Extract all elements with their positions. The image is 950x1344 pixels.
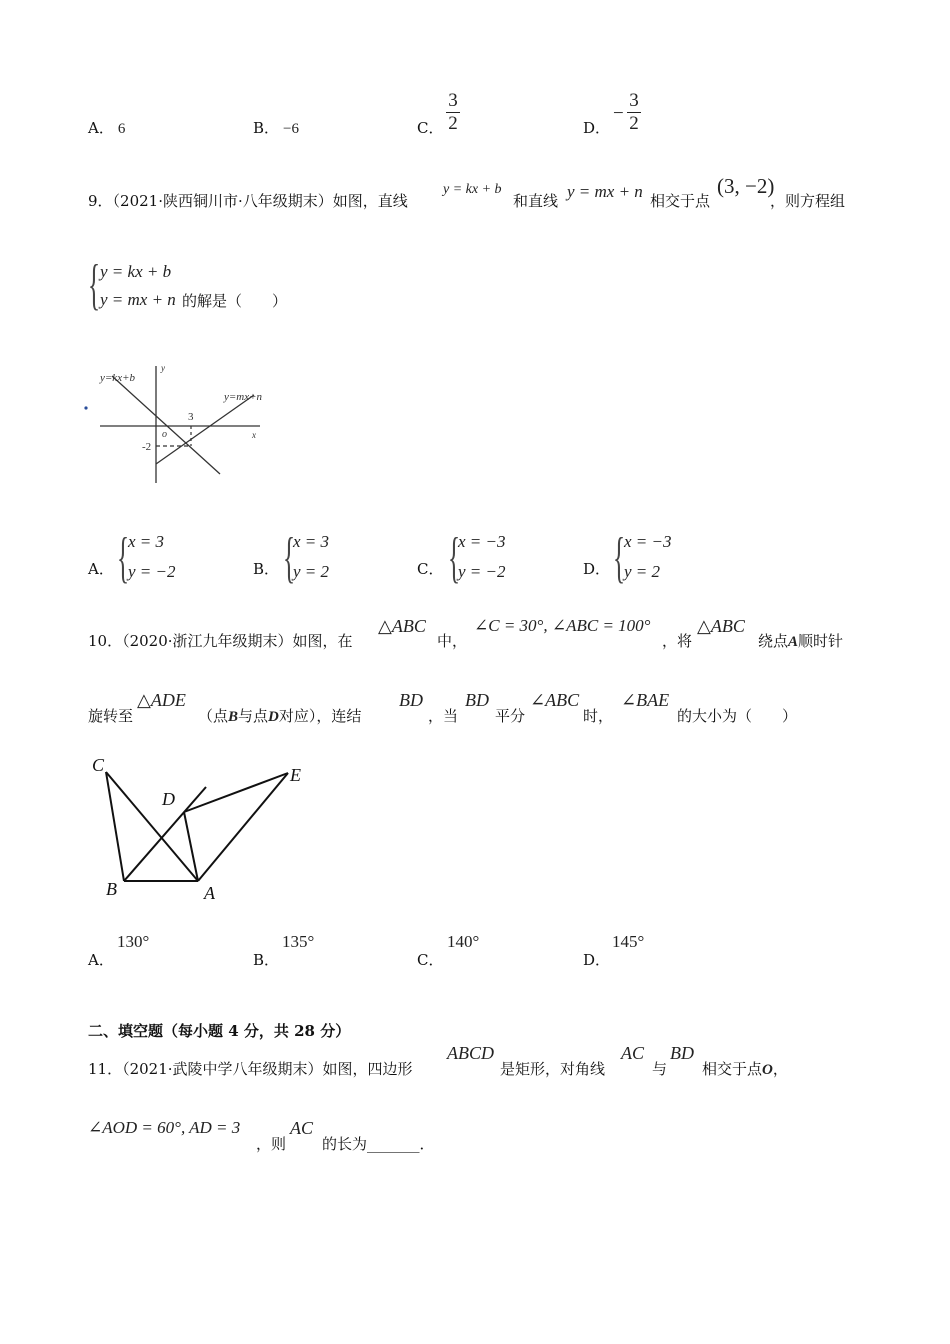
q9-line2-formula: y = mx + n [567,182,643,201]
q10-label-A: A [204,883,215,903]
q8-option-d-sign: − [613,103,624,124]
q11-stem-line1: 11．（2021·武陵中学八年级期末）如图，四边形 [88,1060,413,1078]
q11-bd: BD [670,1043,694,1063]
q10-t8: 时， [583,707,614,725]
q10-angle-abc: ∠ABC [530,690,580,710]
q11-ac: AC [621,1043,645,1063]
q10-t3: 绕点A顺时针 [758,632,844,650]
q10-label-E: E [290,765,301,785]
q8-option-d-fraction: 3 2 [627,90,641,135]
q11-t3: 相交于点O， [702,1060,788,1078]
q10-tri-ade: △ADE [137,690,186,710]
section-2-title: 二、填空题（每小题 4 分，共 28 分） [88,1022,351,1040]
q10-bd-1: BD [399,690,423,710]
q9-text2: 相交于点 [650,192,711,210]
q9-system-eq2: y = mx + n [100,290,176,309]
q9-point: (3, −2) [717,174,775,198]
q9-system-eq1: y = kx + b [100,262,172,281]
q9-conj: 和直线 [513,192,559,210]
q10-tri-abc-2: △ABC [697,616,745,636]
q8-option-c[interactable]: C． [417,119,444,137]
q10-seg-AD [184,812,198,881]
q9-stem-line1: 9．（2021·陕西铜川市·八年级期末）如图，直线 [88,192,408,210]
q8-option-b[interactable]: B． −6 [253,119,299,137]
q9-system-brace: { [88,254,101,316]
q10-label-B: B [106,879,117,899]
q9-label-x: x [252,430,256,440]
q10-tri-abc: △ABC [378,616,426,636]
q9-line1-formula: y = kx + b [443,182,502,197]
q9-line-kxb [112,376,220,474]
q9-text4: 的解是（ ） [182,292,288,310]
q8-option-d[interactable]: D． [583,119,611,137]
q10-t6: ，当 [428,707,459,725]
q11-abcd: ABCD [447,1043,494,1063]
q9-label-y: y [161,363,165,373]
q10-label-D: D [162,789,175,809]
q10-t1: 中， [437,632,468,650]
q10-bd-2: BD [465,690,489,710]
q8-option-a[interactable]: A． 6 [88,119,126,137]
q11-condition: ∠AOD = 60°, AD = 3 [88,1118,241,1137]
q10-t2: ，将 [662,632,693,650]
q9-text3: ，则方程组 [770,192,846,210]
q10-angles: ∠C = 30°, ∠ABC = 100° [474,616,651,635]
q9-label-mxn: y=mx+n [224,391,263,403]
q9-label-neg2: -2 [142,441,152,453]
q10-seg-CB [106,772,124,881]
q8-option-c-fraction: 3 2 [446,90,460,135]
q9-label-kxb: y=kx+b [100,372,135,384]
q9-label-o: o [162,429,167,440]
q10-t7: 平分 [495,707,526,725]
q11-t2: 与 [652,1060,668,1078]
q11-t5: ，则 [256,1135,287,1153]
q11-ac-2: AC [290,1118,314,1138]
q10-t4: 旋转至 [88,707,134,725]
q9-graph [84,358,284,488]
q10-figure [86,750,326,910]
q10-seg-CA [106,772,198,881]
q9-left-dot [84,406,87,409]
q11-answer-blank[interactable]: 的长为_______． [322,1135,435,1153]
q11-t1: 是矩形，对角线 [500,1060,606,1078]
q10-angle-bae: ∠BAE [621,690,670,710]
q10-label-C: C [92,755,105,775]
q9-label-3: 3 [188,411,194,423]
q10-t5: （点B与点D对应），连结 [198,707,362,725]
q10-stem-line1: 10．（2020·浙江九年级期末）如图，在 [88,632,353,650]
q10-t9: 的大小为（ ） [677,707,798,725]
